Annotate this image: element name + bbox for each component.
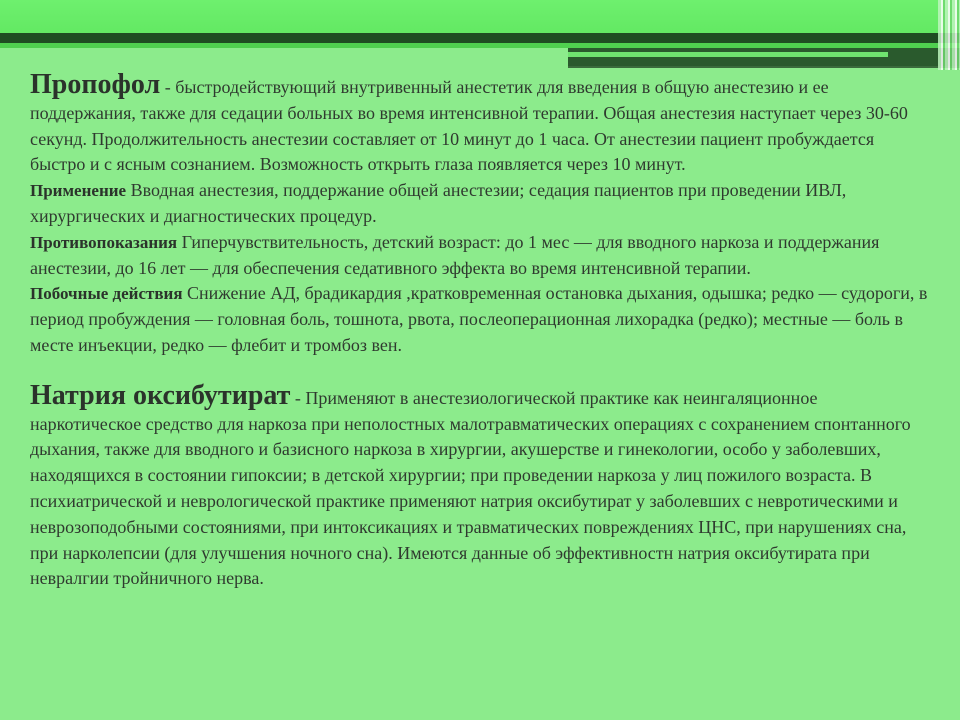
contraindications-label: Противопоказания: [30, 232, 178, 252]
oxybutyrate-title: Натрия оксибутират: [30, 379, 291, 411]
usage-text: Вводная анестезия, поддержание общей анестезии; седация пациентов при проведении ИВЛ, хирургических и диагностических процедур.: [30, 180, 847, 226]
oxybutyrate-text: - Применяют в анестезиологической практике как неингаляционное наркотическое средство для наркоза при неполостных малотравматических операциях с сохранением спонтанного дыхания, также для вводного и базисного наркоза в хирургии, акушерстве и гинекологии, особо у заболевших, находящихся в состоянии гипоксии; в детской хирургии; при проведении наркоза у лиц пожилого возраста. В психиатрической и неврологической практике применяют натрия оксибутират у заболевших с невротическими и неврозоподобными состояниями, при интоксикациях и травматических повреждениях ЦНС, при нарушениях сна, при нарколепсии (для улучшения ночного сна). Имеются данные об эффективностн натрия оксибутирата при невралгии тройничного нерва.: [30, 387, 911, 589]
header-rule-right-block: [568, 48, 960, 66]
propofol-paragraph: [30, 69, 930, 178]
header-rule-dark: [0, 33, 960, 43]
contraindications-text: Гиперчувствительность, детский возраст: до 1 мес — для вводного наркоза и поддержания анестезии, до 16 лет — для обеспечения седативного эффекта во время интенсивной терапии.: [30, 231, 880, 278]
propofol-intro: - быстродействующий внутривенный анестетик для введения в общую анестезию и ее поддержания, также для седации больных во время интенсивной терапии. Общая анестезия наступает через 30-60 секунд. Продолжительность анестезии составляет от 10 минут до 1 часа. От анестезии пациент пробуждается быстро и с ясным сознанием. Возможность открыть глаза появляется через 10 минут.: [30, 77, 908, 175]
corner-decoration: [938, 0, 960, 70]
usage-label: Применение: [30, 181, 127, 201]
header-band: [0, 0, 960, 36]
side-effects-label: Побочные действия: [30, 284, 183, 304]
header-rule-right-thin: [568, 66, 960, 68]
side-effects-text: Снижение АД, брадикардия ,кратковременная остановка дыхания, одышка; редко — судороги, в период пробуждения — головная боль, тошнота, рвота, послеоперационная лихорадка (редко); местные — боль в месте инъекции, редко — флебит и тромбоз вен.: [30, 283, 928, 355]
header-rule-right-inset: [568, 52, 888, 57]
propofol-contraindications: [30, 230, 930, 282]
slide-content: [30, 69, 930, 592]
oxybutyrate-paragraph: [30, 379, 930, 592]
propofol-side-effects: [30, 281, 930, 358]
propofol-usage: [30, 178, 930, 230]
propofol-title: Пропофол: [30, 69, 161, 100]
